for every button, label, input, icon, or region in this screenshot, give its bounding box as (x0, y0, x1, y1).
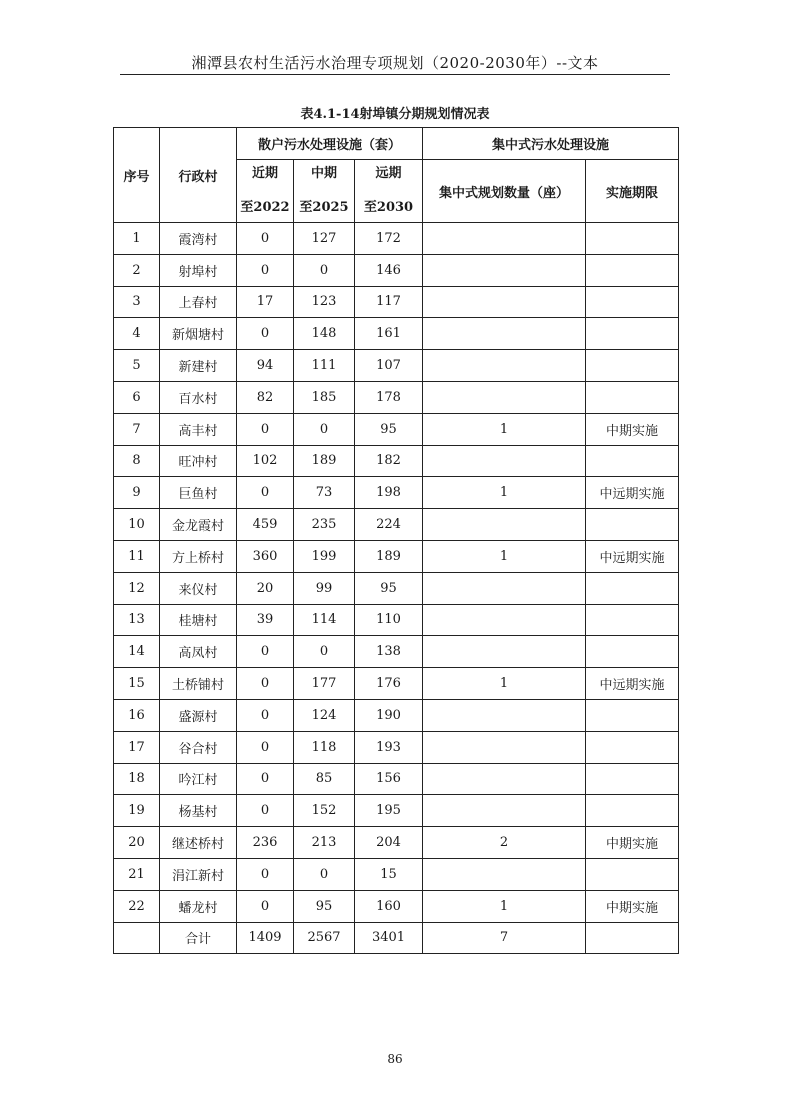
cell-village: 上春村 (160, 286, 237, 318)
cell-far: 156 (355, 763, 423, 795)
cell-village: 涓江新村 (160, 858, 237, 890)
cell-near: 0 (237, 254, 294, 286)
cell-no: 13 (114, 604, 160, 636)
cell-no: 16 (114, 699, 160, 731)
table-row (114, 922, 679, 954)
cell-count (423, 795, 586, 827)
table-row (114, 763, 679, 795)
cell-far: 189 (355, 540, 423, 572)
cell-mid: 185 (294, 381, 355, 413)
cell-near: 0 (237, 318, 294, 350)
cell-no: 4 (114, 318, 160, 350)
cell-count (423, 509, 586, 541)
cell-village: 桂塘村 (160, 604, 237, 636)
cell-village: 吟江村 (160, 763, 237, 795)
header-dispersed-group: 散户污水处理设施（套） (237, 128, 423, 160)
cell-no: 14 (114, 636, 160, 668)
cell-far: 138 (355, 636, 423, 668)
page-header-title: 湘潭县农村生活污水治理专项规划（2020-2030年）--文本 (191, 54, 599, 72)
cell-count: 1 (423, 413, 586, 445)
cell-near: 94 (237, 350, 294, 382)
cell-near: 459 (237, 509, 294, 541)
cell-period (586, 381, 679, 413)
table-row (114, 509, 679, 541)
cell-far: 198 (355, 477, 423, 509)
cell-village: 来仪村 (160, 572, 237, 604)
cell-period: 中远期实施 (586, 477, 679, 509)
cell-mid: 124 (294, 699, 355, 731)
cell-period (586, 699, 679, 731)
table-row (114, 890, 679, 922)
cell-period (586, 445, 679, 477)
table-row (114, 318, 679, 350)
cell-count (423, 286, 586, 318)
cell-far: 15 (355, 858, 423, 890)
cell-village: 方上桥村 (160, 540, 237, 572)
cell-village: 巨鱼村 (160, 477, 237, 509)
cell-no (114, 922, 160, 954)
table-caption: 表4.1-14射埠镇分期规划情况表 (300, 107, 490, 122)
cell-village: 继述桥村 (160, 827, 237, 859)
cell-far: 195 (355, 795, 423, 827)
table-row (114, 636, 679, 668)
cell-far: 110 (355, 604, 423, 636)
cell-near: 0 (237, 636, 294, 668)
cell-period: 中期实施 (586, 413, 679, 445)
cell-count (423, 381, 586, 413)
cell-mid: 111 (294, 350, 355, 382)
cell-village: 杨基村 (160, 795, 237, 827)
header-mid-label: 中期 (310, 166, 337, 181)
cell-far: 190 (355, 699, 423, 731)
cell-no: 12 (114, 572, 160, 604)
cell-no: 7 (114, 413, 160, 445)
cell-no: 18 (114, 763, 160, 795)
cell-village: 旺冲村 (160, 445, 237, 477)
cell-count (423, 699, 586, 731)
cell-period (586, 604, 679, 636)
header-mid-year: 至2025 (299, 200, 349, 215)
cell-count: 7 (423, 922, 586, 954)
cell-mid: 127 (294, 223, 355, 255)
cell-period (586, 636, 679, 668)
header-far-year: 至2030 (363, 200, 414, 215)
cell-near: 102 (237, 445, 294, 477)
cell-far: 160 (355, 890, 423, 922)
cell-far: 182 (355, 445, 423, 477)
cell-near: 1409 (237, 922, 294, 954)
cell-mid: 2567 (294, 922, 355, 954)
header-village: 行政村 (160, 128, 237, 223)
cell-near: 0 (237, 890, 294, 922)
cell-far: 224 (355, 509, 423, 541)
cell-near: 0 (237, 795, 294, 827)
table-body (114, 223, 679, 954)
cell-mid: 148 (294, 318, 355, 350)
header-central-group: 集中式污水处理设施 (423, 128, 679, 160)
header-far-label: 远期 (375, 166, 402, 181)
cell-far: 204 (355, 827, 423, 859)
cell-count (423, 763, 586, 795)
cell-period: 中远期实施 (586, 540, 679, 572)
cell-no: 19 (114, 795, 160, 827)
cell-no: 1 (114, 223, 160, 255)
cell-period (586, 922, 679, 954)
cell-no: 15 (114, 668, 160, 700)
cell-no: 8 (114, 445, 160, 477)
cell-no: 21 (114, 858, 160, 890)
table-row (114, 254, 679, 286)
cell-count (423, 350, 586, 382)
cell-count (423, 318, 586, 350)
cell-count (423, 604, 586, 636)
cell-village: 新烟塘村 (160, 318, 237, 350)
table-row (114, 668, 679, 700)
cell-near: 0 (237, 413, 294, 445)
cell-near: 39 (237, 604, 294, 636)
cell-near: 17 (237, 286, 294, 318)
table-row (114, 795, 679, 827)
cell-village: 盛源村 (160, 699, 237, 731)
cell-mid: 189 (294, 445, 355, 477)
cell-no: 10 (114, 509, 160, 541)
cell-village: 霞湾村 (160, 223, 237, 255)
cell-count: 1 (423, 668, 586, 700)
cell-period (586, 858, 679, 890)
cell-count (423, 445, 586, 477)
cell-period (586, 572, 679, 604)
cell-no: 20 (114, 827, 160, 859)
cell-mid: 99 (294, 572, 355, 604)
cell-far: 117 (355, 286, 423, 318)
table-row (114, 381, 679, 413)
cell-period: 中期实施 (586, 827, 679, 859)
cell-near: 20 (237, 572, 294, 604)
cell-far: 3401 (355, 922, 423, 954)
table-row (114, 699, 679, 731)
header-seq: 序号 (114, 128, 160, 223)
cell-near: 0 (237, 223, 294, 255)
cell-count: 1 (423, 477, 586, 509)
cell-mid: 73 (294, 477, 355, 509)
planning-table (113, 127, 679, 954)
cell-mid: 0 (294, 636, 355, 668)
cell-count (423, 572, 586, 604)
cell-mid: 0 (294, 413, 355, 445)
cell-near: 82 (237, 381, 294, 413)
cell-village: 射埠村 (160, 254, 237, 286)
cell-count (423, 223, 586, 255)
cell-far: 95 (355, 413, 423, 445)
cell-far: 176 (355, 668, 423, 700)
cell-near: 236 (237, 827, 294, 859)
cell-mid: 177 (294, 668, 355, 700)
cell-village: 土桥铺村 (160, 668, 237, 700)
cell-period: 中远期实施 (586, 668, 679, 700)
cell-count: 1 (423, 890, 586, 922)
cell-mid: 85 (294, 763, 355, 795)
cell-far: 95 (355, 572, 423, 604)
cell-far: 172 (355, 223, 423, 255)
cell-period (586, 318, 679, 350)
table-row (114, 572, 679, 604)
header-near-label: 近期 (251, 166, 278, 181)
cell-near: 0 (237, 731, 294, 763)
cell-mid: 235 (294, 509, 355, 541)
cell-mid: 118 (294, 731, 355, 763)
cell-mid: 95 (294, 890, 355, 922)
cell-no: 17 (114, 731, 160, 763)
header-divider (120, 74, 670, 75)
cell-near: 0 (237, 858, 294, 890)
cell-count (423, 636, 586, 668)
cell-far: 146 (355, 254, 423, 286)
table-row (114, 445, 679, 477)
cell-mid: 0 (294, 858, 355, 890)
table-row (114, 413, 679, 445)
cell-period (586, 795, 679, 827)
cell-far: 107 (355, 350, 423, 382)
table-row (114, 350, 679, 382)
cell-no: 11 (114, 540, 160, 572)
cell-village: 百水村 (160, 381, 237, 413)
cell-far: 178 (355, 381, 423, 413)
cell-no: 2 (114, 254, 160, 286)
table-row (114, 731, 679, 763)
cell-near: 360 (237, 540, 294, 572)
table-row (114, 827, 679, 859)
cell-village: 蟠龙村 (160, 890, 237, 922)
header-central-count: 集中式规划数量（座） (423, 160, 586, 223)
table-row (114, 286, 679, 318)
cell-no: 9 (114, 477, 160, 509)
cell-mid: 123 (294, 286, 355, 318)
cell-period (586, 286, 679, 318)
cell-village: 金龙霞村 (160, 509, 237, 541)
cell-mid: 199 (294, 540, 355, 572)
header-period: 实施期限 (586, 160, 679, 223)
cell-count: 2 (423, 827, 586, 859)
cell-mid: 152 (294, 795, 355, 827)
cell-count (423, 858, 586, 890)
cell-period (586, 731, 679, 763)
cell-near: 0 (237, 699, 294, 731)
page-number: 86 (387, 1052, 403, 1066)
table-row (114, 858, 679, 890)
cell-period (586, 254, 679, 286)
cell-village: 高丰村 (160, 413, 237, 445)
cell-count (423, 731, 586, 763)
cell-near: 0 (237, 477, 294, 509)
table-row (114, 604, 679, 636)
table-row (114, 477, 679, 509)
cell-far: 193 (355, 731, 423, 763)
cell-village: 高凤村 (160, 636, 237, 668)
header-near-term (237, 160, 294, 223)
cell-mid: 213 (294, 827, 355, 859)
cell-count: 1 (423, 540, 586, 572)
cell-mid: 0 (294, 254, 355, 286)
cell-period (586, 350, 679, 382)
cell-period (586, 223, 679, 255)
header-far-term (355, 160, 423, 223)
cell-period: 中期实施 (586, 890, 679, 922)
cell-count (423, 254, 586, 286)
table-row (114, 540, 679, 572)
cell-near: 0 (237, 763, 294, 795)
cell-no: 3 (114, 286, 160, 318)
cell-no: 22 (114, 890, 160, 922)
cell-period (586, 763, 679, 795)
cell-far: 161 (355, 318, 423, 350)
cell-no: 6 (114, 381, 160, 413)
cell-no: 5 (114, 350, 160, 382)
cell-mid: 114 (294, 604, 355, 636)
cell-period (586, 509, 679, 541)
cell-near: 0 (237, 668, 294, 700)
header-near-year: 至2022 (240, 200, 290, 215)
cell-village: 新建村 (160, 350, 237, 382)
header-mid-term (294, 160, 355, 223)
cell-village: 合计 (160, 922, 237, 954)
table-row (114, 223, 679, 255)
cell-village: 谷合村 (160, 731, 237, 763)
